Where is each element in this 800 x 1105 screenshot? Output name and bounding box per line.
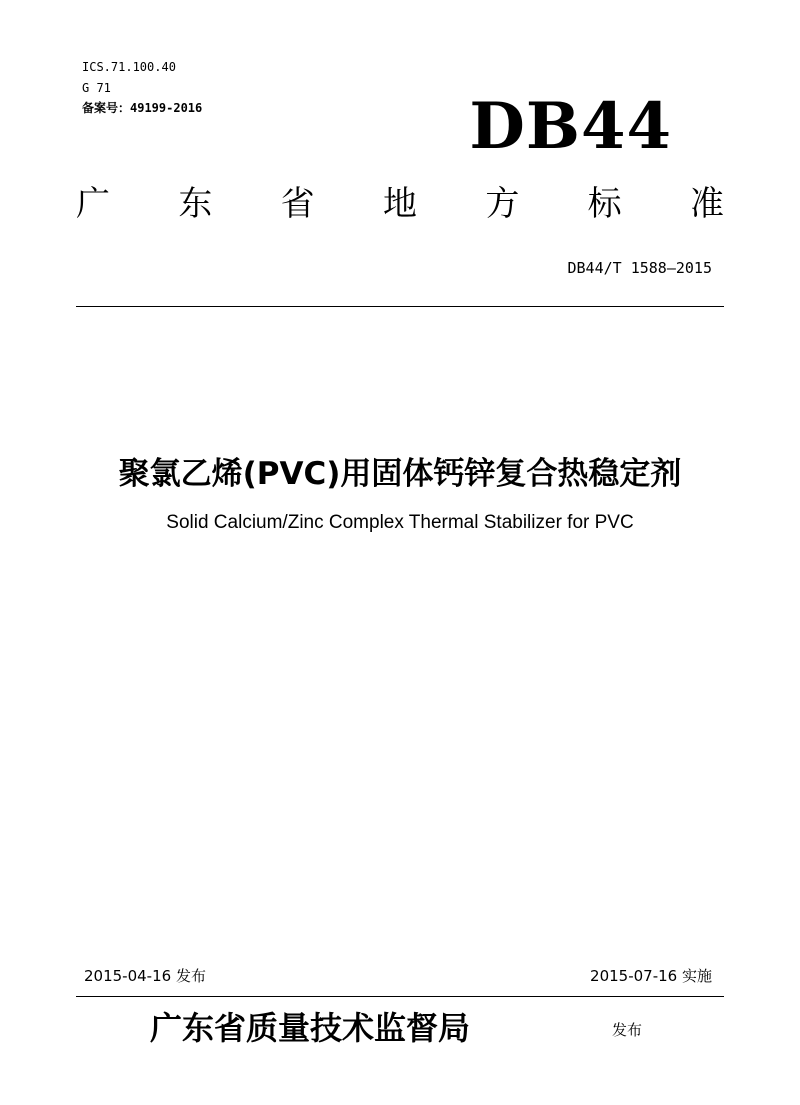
standard-type-char: 方	[485, 184, 520, 224]
standard-type-char: 准	[689, 184, 724, 224]
ics-code: ICS.71.100.40	[82, 60, 176, 74]
standard-type-char: 标	[587, 184, 622, 224]
standard-type-char: 省	[280, 184, 315, 224]
standard-type-char: 东	[178, 184, 213, 224]
document-title-english: Solid Calcium/Zinc Complex Thermal Stabilizer for PVC	[166, 512, 634, 533]
document-title-chinese: 聚氯乙烯(PVC)用固体钙锌复合热稳定剂	[118, 456, 682, 492]
issue-date: 2015-04-16 发布	[84, 967, 206, 985]
issuing-authority: 广东省质量技术监督局	[150, 1009, 471, 1047]
standard-type-char: 地	[382, 184, 417, 224]
release-label: 发布	[612, 1021, 643, 1039]
standard-number: DB44/T 1588—2015	[567, 259, 712, 277]
standard-type	[76, 182, 724, 226]
header-divider	[76, 306, 724, 307]
standard-logo: DB44	[469, 89, 672, 164]
classification-code: G 71	[82, 81, 111, 95]
implementation-date: 2015-07-16 实施	[590, 967, 712, 985]
footer-divider	[76, 996, 724, 997]
registration-number: 备案号：49199-2016	[82, 101, 203, 115]
standard-type-char: 广	[76, 184, 110, 224]
